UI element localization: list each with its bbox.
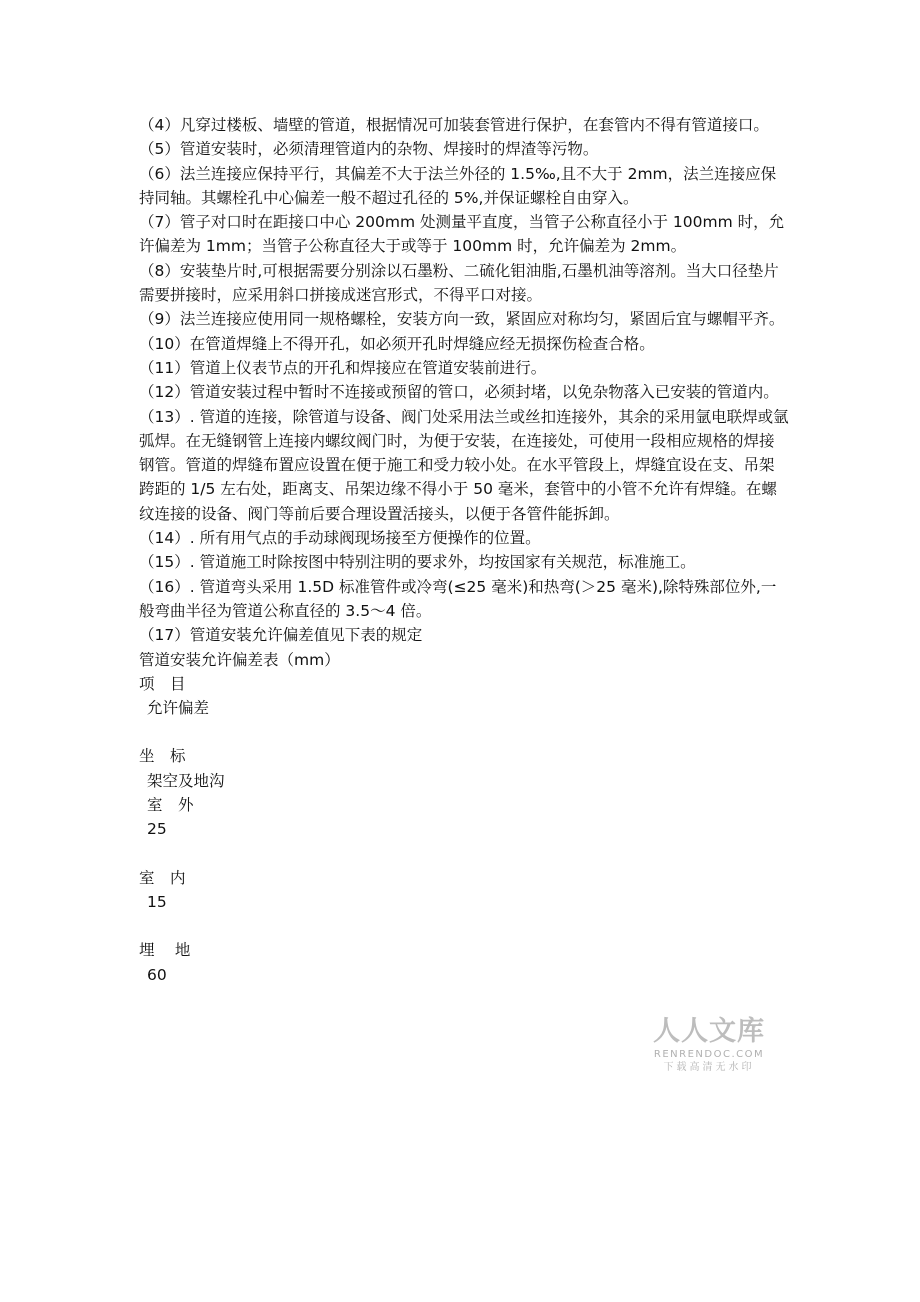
table-subcategory: 架空及地沟 bbox=[147, 771, 225, 790]
table-caption: 管道安装允许偏差表（mm） bbox=[139, 650, 340, 669]
document-body bbox=[139, 113, 789, 987]
paragraph-5: （5）管道安装时，必须清理管道内的杂物、焊接时的焊渣等污物。 bbox=[139, 140, 599, 159]
table-category: 坐 标 bbox=[139, 747, 186, 766]
watermark-site: RENRENDOC.COM bbox=[653, 1049, 765, 1060]
paragraph-12: （12）管道安装过程中暂时不连接或预留的管口，必须封堵，以免杂物落入已安装的管道内。 bbox=[139, 383, 779, 402]
paragraph-10: （10）在管道焊缝上不得开孔，如必须开孔时焊缝应经无损探伤检查合格。 bbox=[139, 334, 655, 353]
table-header-item: 项 目 bbox=[139, 674, 186, 693]
table-header-value: 允许偏差 bbox=[147, 699, 210, 718]
paragraph-11: （11）管道上仪表节点的开孔和焊接应在管道安装前进行。 bbox=[139, 358, 547, 377]
table-row-label: 埋 地 bbox=[139, 941, 191, 960]
paragraph-15: （15）. 管道施工时除按图中特别注明的要求外，均按国家有关规范，标准施工。 bbox=[139, 553, 696, 572]
table-row-label: 室 内 bbox=[139, 868, 186, 887]
paragraph-17: （17）管道安装允许偏差值见下表的规定 bbox=[139, 626, 423, 645]
paragraph-13: （13）. 管道的连接，除管道与设备、阀门处采用法兰或丝扣连接外，其余的采用氩电联焊或氩弧焊。在无缝钢管上连接内螺纹阀门时，为便于安装，在连接处，可使用一段相应规格的焊接钢管。管道的焊缝布置应设置在便于施工和受力较小处。在水平管段上，焊缝宜设在支、吊架跨距的 1/5 左右处，距离支、吊架边缘不得小于 50 毫米，套管中的小管不允许有焊缝。在螺纹连接的设备、阀门等前后要合理设置活接头，以便于各管件能拆卸。 bbox=[139, 407, 789, 523]
table-row-label: 室 外 bbox=[147, 796, 194, 815]
table-row-value: 15 bbox=[147, 892, 167, 911]
paragraph-4: （4）凡穿过楼板、墙壁的管道，根据情况可加装套管进行保护，在套管内不得有管道接口。 bbox=[139, 116, 769, 134]
table-row-value: 60 bbox=[147, 965, 167, 984]
paragraph-8: （8）安装垫片时,可根据需要分别涂以石墨粉、二硫化钼油脂,石墨机油等溶剂。当大口径垫片需要拼接时，应采用斜口拼接成迷宫形式，不得平口对接。 bbox=[139, 261, 779, 305]
paragraph-7: （7）管子对口时在距接口中心 200mm 处测量平直度，当管子公称直径小于 100mm 时，允许偏差为 1mm；当管子公称直径大于或等于 100mm 时，允许偏差为 2mm。 bbox=[139, 213, 785, 256]
paragraph-6: （6）法兰连接应保持平行，其偏差不大于法兰外径的 1.5‰,且不大于 2mm，法兰连接应保持同轴。其螺栓孔中心偏差一般不超过孔径的 5%,并保证螺栓自由穿入。 bbox=[139, 164, 777, 207]
paragraph-14: （14）. 所有用气点的手动球阀现场接至方便操作的位置。 bbox=[139, 529, 541, 548]
paragraph-16: （16）. 管道弯头采用 1.5D 标准管件或冷弯(≤25 毫米)和热弯(＞25 毫米),除特殊部位外,一般弯曲半径为管道公称直径的 3.5～4 倍。 bbox=[139, 577, 777, 620]
paragraph-9: （9）法兰连接应使用同一规格螺栓，安装方向一致，紧固应对称均匀，紧固后宜与螺帽平齐。 bbox=[139, 310, 785, 329]
watermark bbox=[646, 1016, 772, 1075]
tolerance-table bbox=[139, 648, 789, 987]
watermark-subtitle: 下载高清无水印 bbox=[663, 1062, 755, 1073]
watermark-title: 人人文库 bbox=[653, 1016, 765, 1047]
table-row-value: 25 bbox=[147, 820, 167, 839]
